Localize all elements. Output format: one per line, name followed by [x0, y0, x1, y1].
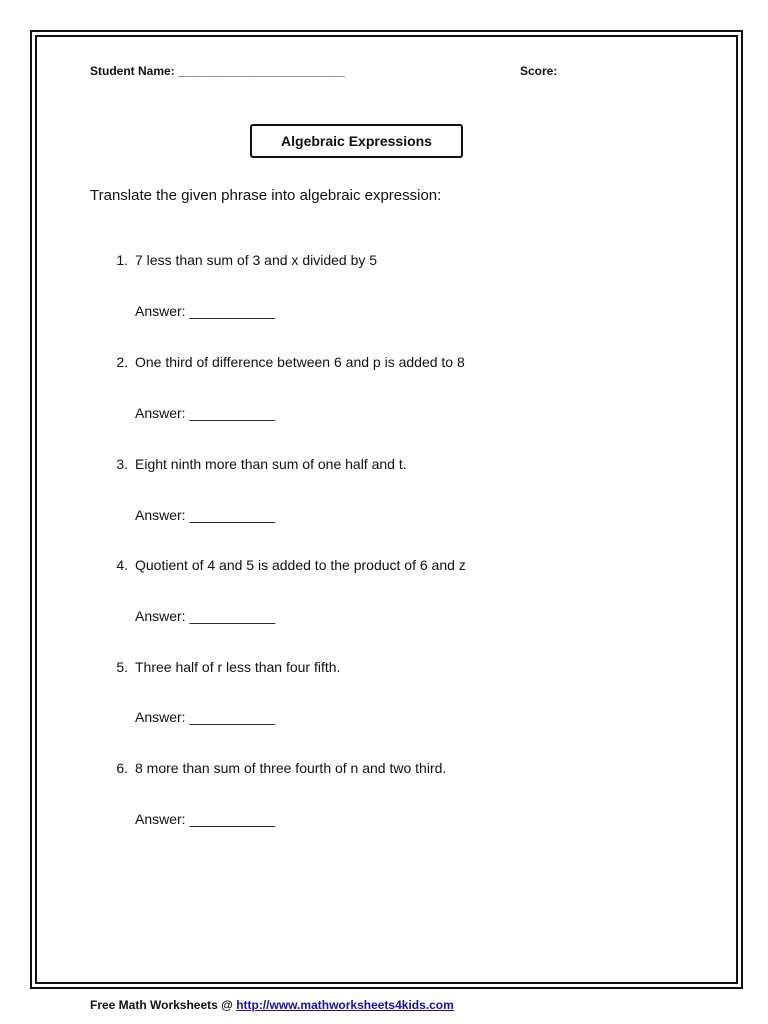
question-number: 3.: [116, 456, 128, 472]
answer-line[interactable]: Answer: ___________: [135, 303, 276, 319]
question-number: 2.: [116, 354, 128, 370]
score-field: Score:: [520, 64, 558, 78]
question-text: Three half of r less than four fifth.: [135, 659, 341, 675]
footer: [90, 998, 454, 1012]
question-text: Eight ninth more than sum of one half and t.: [135, 456, 407, 472]
instructions: Translate the given phrase into algebraic expression:: [90, 187, 442, 204]
question-text: Quotient of 4 and 5 is added to the product of 6 and z: [135, 557, 466, 573]
answer-line[interactable]: Answer: ___________: [135, 709, 276, 725]
question-number: 4.: [116, 557, 128, 573]
footer-label: Free Math Worksheets @: [90, 998, 237, 1012]
question-text: 7 less than sum of 3 and x divided by 5: [135, 252, 378, 268]
footer-link[interactable]: http://www.mathworksheets4kids.com: [236, 998, 454, 1012]
question-text: One third of difference between 6 and p is added to 8: [135, 354, 465, 370]
worksheet-title: [250, 124, 463, 158]
question-number: 6.: [116, 760, 128, 776]
question-number: 1.: [116, 252, 128, 268]
question-number: 5.: [116, 659, 128, 675]
answer-line[interactable]: Answer: ___________: [135, 811, 276, 827]
student-name-field: Student Name: _________________________: [90, 64, 345, 78]
answer-line[interactable]: Answer: ___________: [135, 405, 276, 421]
worksheet-title-text: Algebraic Expressions: [281, 133, 432, 149]
question-text: 8 more than sum of three fourth of n and two third.: [135, 760, 447, 776]
answer-line[interactable]: Answer: ___________: [135, 608, 276, 624]
answer-line[interactable]: Answer: ___________: [135, 507, 276, 523]
